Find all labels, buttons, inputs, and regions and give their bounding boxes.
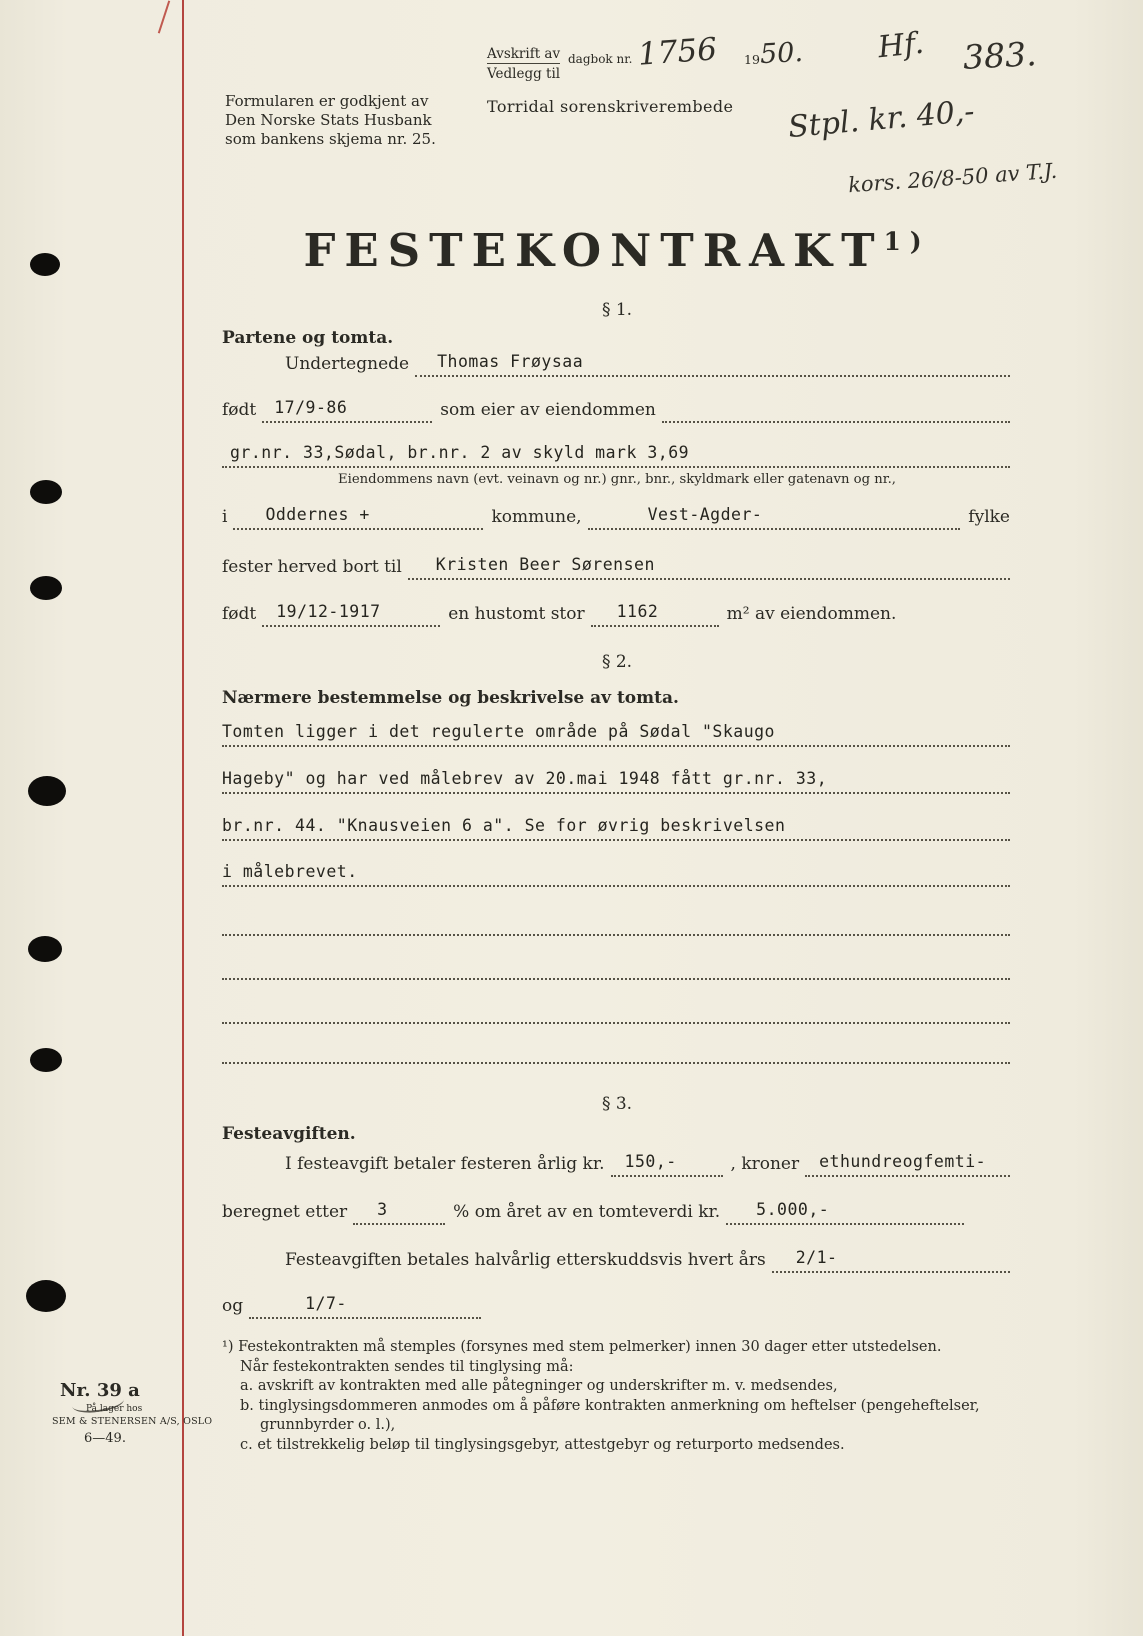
handwritten-page-number: 383. [962, 34, 1038, 77]
betales-label: Festeavgiften betales halvårlig etterskuddsvis hvert års [285, 1250, 766, 1270]
fester-label: fester herved bort til [222, 557, 402, 577]
blank-dotted-line [222, 1000, 1010, 1024]
footnote-item-b: b. tinglysingsdommeren anmodes om å påføre kontrakten anmerkning om heftelser (pengeheftelser, [240, 1397, 980, 1414]
form-line-undertegnede [285, 352, 1010, 377]
fodt-label: født [222, 400, 257, 420]
eier-label: som eier av eiendommen [440, 400, 656, 420]
kroner-field [805, 1152, 1010, 1177]
form-line-beregnet [222, 1200, 1010, 1225]
tomteverdi-field [726, 1200, 964, 1225]
footnote-item-a: a. avskrift av kontrakten med alle påtegninger og underskrifter m. v. medsendes, [240, 1378, 838, 1394]
footnote-item-b-cont: grunnbyrder o. l.), [260, 1417, 396, 1433]
footnote-line-2: Når festekontrakten sendes til tinglysing må: [240, 1358, 574, 1375]
area-value: 1162 [616, 602, 659, 621]
undertegnede-field [415, 352, 1010, 377]
section3-mark: § 3. [601, 1094, 633, 1114]
form-line-fester [222, 555, 1010, 580]
section1-mark: § 1. [601, 300, 633, 320]
handwritten-correction-note: kors. 26/8-50 av T.J. [847, 158, 1058, 198]
red-margin-line [182, 0, 184, 1636]
dagbok-label: dagbok nr. [568, 52, 633, 66]
form-line-og [222, 1294, 1010, 1319]
area-field [591, 602, 719, 627]
kommune-label: kommune, [491, 507, 582, 527]
approval-note [225, 92, 455, 149]
fodt2-label: født [222, 604, 257, 624]
dato1-field [772, 1248, 1010, 1273]
form-line-fodt1 [222, 398, 1010, 423]
avgift-label: I festeavgift betaler festeren årlig kr. [285, 1154, 605, 1174]
section2-heading: Nærmere bestemmelse og beskrivelse av tomta. [222, 688, 679, 708]
approval-line: som bankens skjema nr. 25. [225, 130, 436, 148]
prosent-value: 3 [377, 1200, 388, 1219]
property-value: gr.nr. 33,Sødal, br.nr. 2 av skyld mark 3,69 [230, 443, 690, 462]
printer-name: SEM & STENERSEN A/S, OSLO [52, 1416, 213, 1427]
handwritten-year: 50. [759, 36, 804, 71]
tomteverdi-value: 5.000,- [756, 1200, 830, 1219]
description-line-3: br.nr. 44. "Knausveien 6 a". Se for øvrig beskrivelsen [222, 816, 1010, 841]
description-line-4: i målebrevet. [222, 862, 1010, 887]
fylke-field [588, 505, 961, 530]
punch-hole [26, 1280, 66, 1312]
description-line-2: Hageby" og har ved målebrev av 20.mai 1948 fått gr.nr. 33, [222, 769, 1010, 794]
undertegnede-label: Undertegnede [285, 354, 410, 374]
kroner-label: , kroner [730, 1154, 800, 1174]
description-line-1: Tomten ligger i det regulerte område på Sødal "Skaugo [222, 722, 1010, 747]
title-footnote-ref: 1) [883, 227, 931, 256]
property-caption: Eiendommens navn (evt. veinavn og nr.) gnr., bnr., skyldmark eller gatenavn og nr., [338, 472, 896, 487]
red-margin-tick [158, 1, 170, 34]
form-title-text: FESTEKONTRAKT [303, 224, 884, 277]
property-field [222, 443, 1010, 468]
vedlegg-label: Vedlegg til [487, 66, 561, 82]
dato1-value: 2/1- [795, 1248, 838, 1267]
fester-value: Kristen Beer Sørensen [435, 555, 655, 574]
kroner-value: ethundreogfemti- [819, 1152, 987, 1171]
fodt-field [262, 398, 432, 423]
footnote-item-c: c. et tilstrekkelig beløp til tinglysingsgebyr, attestgebyr og returporto medsendes. [240, 1436, 845, 1453]
footnote-line-1: ¹) Festekontrakten må stemples (forsynes med stem pelmerker) innen 30 dager etter utstedelsen. [222, 1339, 942, 1355]
punch-hole [30, 253, 60, 276]
form-line-betales [285, 1248, 1010, 1273]
section1-heading: Partene og tomta. [222, 328, 394, 348]
i-label: i [222, 507, 228, 527]
form-line-property [222, 443, 1010, 468]
beregnet-label: beregnet etter [222, 1202, 348, 1222]
fodt-value: 17/9-86 [274, 398, 348, 417]
undertegnede-value: Thomas Frøysaa [437, 352, 584, 371]
og-label: og [222, 1296, 244, 1316]
fodt2-value: 19/12-1917 [276, 602, 381, 621]
form-line-avgift [285, 1152, 1010, 1177]
blank-dotted-line [222, 912, 1010, 936]
section2-mark: § 2. [601, 652, 633, 672]
punch-hole [30, 1048, 62, 1072]
avgift-value: 150,- [624, 1152, 677, 1171]
eier-field-empty [662, 419, 1010, 423]
avskrift-label: Avskrift av [487, 46, 561, 62]
fylke-label: fylke [968, 507, 1010, 527]
hustomt-label: en hustomt stor [448, 604, 585, 624]
prosent-field [353, 1200, 445, 1225]
punch-hole [28, 776, 66, 806]
approval-line: Den Norske Stats Husbank [225, 111, 432, 129]
handwritten-dagbok-number: 1756 [636, 31, 719, 73]
approval-line: Formularen er godkjent av [225, 92, 429, 110]
fylke-value: Vest-Agder- [647, 505, 763, 524]
blank-dotted-line [222, 1040, 1010, 1064]
avgift-field [611, 1152, 723, 1177]
fodt2-field [262, 602, 440, 627]
form-title [222, 224, 1012, 277]
handwritten-stamp-note: Stpl. kr. 40,- [786, 93, 976, 146]
printer-note: På lager hos [86, 1404, 143, 1414]
print-code: 6—49. [84, 1431, 126, 1446]
blank-dotted-line [222, 956, 1010, 980]
court-office-name: Torridal sorenskriverembede [487, 97, 734, 116]
footnote-block [222, 1338, 1014, 1455]
area-unit-label: m² av eiendommen. [726, 604, 897, 624]
year-printed: 19 [744, 52, 760, 67]
kommune-value: Oddernes + [265, 505, 370, 524]
form-line-kommune [222, 505, 1010, 530]
punch-hole [30, 480, 62, 504]
section3-heading: Festeavgiften. [222, 1124, 356, 1144]
prosent-label: % om året av en tomteverdi kr. [453, 1202, 721, 1222]
dato2-value: 1/7- [305, 1294, 347, 1313]
dato2-field [249, 1294, 481, 1319]
kommune-field [233, 505, 483, 530]
form-line-fodt2 [222, 602, 1010, 627]
handwritten-initials-mark: Hf. [876, 25, 926, 66]
punch-hole [30, 576, 62, 600]
form-number: Nr. 39 a [60, 1380, 140, 1401]
fester-field [408, 555, 1010, 580]
punch-hole [28, 936, 62, 962]
